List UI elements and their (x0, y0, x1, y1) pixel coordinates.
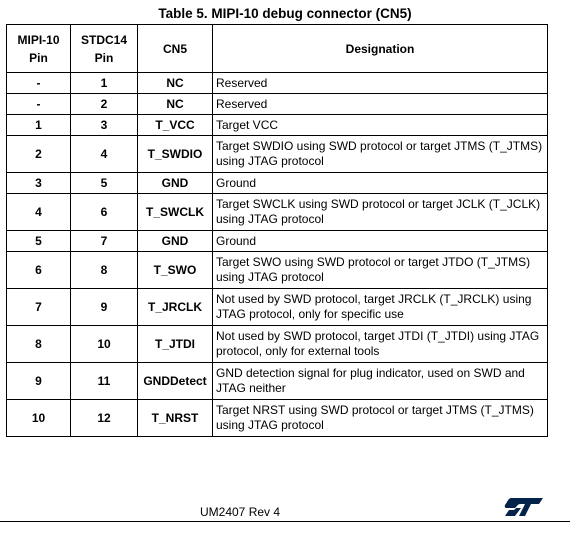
cn5-signal-cell: T_VCC (138, 115, 213, 136)
mipi-pin-cell: - (7, 73, 71, 94)
mipi-pin-cell: 10 (7, 400, 71, 437)
stdc-pin-cell: 7 (71, 231, 138, 252)
header-cn5: CN5 (138, 25, 213, 73)
designation-cell: GND detection signal for plug indicator, used on SWD and JTAG neither (213, 363, 548, 400)
mipi-pin-cell: 2 (7, 136, 71, 173)
mipi-pin-cell: 8 (7, 326, 71, 363)
stdc-pin-cell: 2 (71, 94, 138, 115)
cn5-signal-cell: GND (138, 231, 213, 252)
designation-cell: Target SWCLK using SWD protocol or target JCLK (T_JCLK) using JTAG protocol (213, 194, 548, 231)
cn5-signal-cell: NC (138, 73, 213, 94)
stdc-pin-cell: 4 (71, 136, 138, 173)
table-row (7, 231, 548, 252)
mipi-pin-cell: 7 (7, 289, 71, 326)
stdc-pin-cell: 12 (71, 400, 138, 437)
cn5-signal-cell: GNDDetect (138, 363, 213, 400)
mipi-pin-cell: - (7, 94, 71, 115)
designation-cell: Reserved (213, 94, 548, 115)
designation-cell: Not used by SWD protocol, target JRCLK (T_JRCLK) using JTAG protocol, only for specific use (213, 289, 548, 326)
table-row (7, 94, 548, 115)
stdc-pin-cell: 11 (71, 363, 138, 400)
designation-cell: Ground (213, 173, 548, 194)
designation-cell: Target NRST using SWD protocol or target JTMS (T_JTMS) using JTAG protocol (213, 400, 548, 437)
mipi-pin-cell: 9 (7, 363, 71, 400)
designation-cell: Reserved (213, 73, 548, 94)
stdc-pin-cell: 1 (71, 73, 138, 94)
cn5-signal-cell: T_JRCLK (138, 289, 213, 326)
header-mipi10-pin: MIPI-10 Pin (7, 25, 71, 73)
cn5-signal-cell: T_SWDIO (138, 136, 213, 173)
mipi-pin-cell: 3 (7, 173, 71, 194)
connector-table (6, 24, 548, 437)
stdc-pin-cell: 5 (71, 173, 138, 194)
cn5-signal-cell: T_NRST (138, 400, 213, 437)
cn5-signal-cell: T_JTDI (138, 326, 213, 363)
table-header-row (7, 25, 548, 73)
designation-cell: Target SWO using SWD protocol or target JTDO (T_JTMS) using JTAG protocol (213, 252, 548, 289)
table-row (7, 73, 548, 94)
cn5-signal-cell: GND (138, 173, 213, 194)
document-reference: UM2407 Rev 4 (200, 505, 281, 519)
stdc-pin-cell: 8 (71, 252, 138, 289)
footer-divider (0, 521, 570, 522)
table-caption: Table 5. MIPI-10 debug connector (CN5) (158, 6, 412, 21)
mipi-pin-cell: 1 (7, 115, 71, 136)
designation-cell: Target SWDIO using SWD protocol or target JTMS (T_JTMS) using JTAG protocol (213, 136, 548, 173)
cn5-signal-cell: T_SWCLK (138, 194, 213, 231)
table-row (7, 115, 548, 136)
table-row (7, 326, 548, 363)
header-designation: Designation (213, 25, 548, 73)
stdc-pin-cell: 10 (71, 326, 138, 363)
designation-cell: Target VCC (213, 115, 548, 136)
stdc-pin-cell: 6 (71, 194, 138, 231)
cn5-signal-cell: NC (138, 94, 213, 115)
header-stdc14-pin: STDC14 Pin (71, 25, 138, 73)
stdc-pin-cell: 9 (71, 289, 138, 326)
designation-cell: Ground (213, 231, 548, 252)
designation-cell: Not used by SWD protocol, target JTDI (T_JTDI) using JTAG protocol, only for external tools (213, 326, 548, 363)
table-row (7, 136, 548, 173)
table-row (7, 289, 548, 326)
table-row (7, 252, 548, 289)
cn5-signal-cell: T_SWO (138, 252, 213, 289)
st-logo-icon (503, 496, 545, 518)
table-row (7, 363, 548, 400)
mipi-pin-cell: 6 (7, 252, 71, 289)
table-row (7, 173, 548, 194)
stdc-pin-cell: 3 (71, 115, 138, 136)
table-row (7, 194, 548, 231)
mipi-pin-cell: 4 (7, 194, 71, 231)
mipi-pin-cell: 5 (7, 231, 71, 252)
table-row (7, 400, 548, 437)
